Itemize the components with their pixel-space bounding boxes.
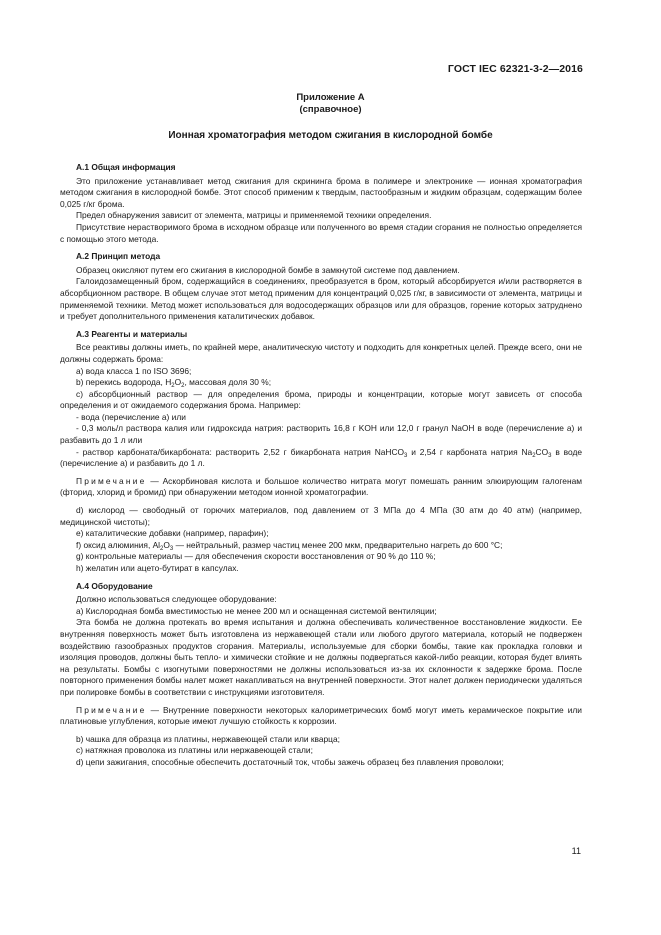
list-item: b) чашка для образца из платины, нержавеющей стали или кварца;	[76, 733, 340, 744]
paragraph: Эта бомба не должна протекать во время испытания и должна обеспечивать количественное восстановление жидкости. Ее внутренняя поверхность может быть изготовлена из нержавеющей стали или любого другого материала, который не подвержен воздействию газообразных продуктов сгорания. Материалы, используемые для сборки бомбы, такие как прокладка головки и изоляция проводов, должны быть тепло- и химически стойкие и не должны подвергаться какой-либо реакции, которая будет влиять на результаты. Бомбы с изогнутыми поверхностями не должны использоваться из-за их склонности к задержке брома. После повторного применения бомбы налет может накапливаться на внутренней поверхности. Этот налет должен периодически удаляться при полировке бомбы в соответствии с инструкциями изготовителя.	[60, 617, 582, 697]
page-number: 11	[571, 846, 581, 856]
paragraph: Это приложение устанавливает метод сжигания для скрининга брома в полимере и электронике — ионная хроматография методом сжигания в кислородной бомбе. Этот способ применим к твердым, пастообразным и жидким образцам, содержащим более 0,025 г/кг брома.	[60, 175, 582, 209]
document-title: Ионная хроматография методом сжигания в кислородной бомбе	[168, 130, 493, 141]
sub-list-item: - раствор карбоната/бикарбоната: растворить 2,52 г бикарбоната натрия NaHCO$_3$ и 2,54 г карбоната натрия $Na_2CO_3$ в воде (перечисление а) и разбавить до 1 л.	[60, 446, 582, 469]
document-body	[60, 162, 582, 769]
list-item: b) перекись водорода, $H_2O_2$, массовая доля 30 %;	[76, 377, 272, 390]
section-heading-a4: А.4 Оборудование	[76, 580, 153, 591]
list-item: f) оксид алюминия, $Al_2O_3$ — нейтральный, размер частиц менее 200 мкм, предварительно нагреть до 600 °С;	[76, 539, 503, 552]
appendix-heading	[0, 92, 661, 116]
list-item: d) кислород — свободный от горючих материалов, под давлением от 3 МПа до 4 МПа (30 атм до 40 атм) (например, медицинской чистоты);	[60, 505, 582, 527]
list-item: a) Кислородная бомба вместимостью не менее 200 мл и оснащенная системой вентиляции;	[76, 605, 437, 616]
paragraph: Должно использоваться следующее оборудование:	[76, 594, 277, 605]
sub-list-item: - 0,3 моль/л раствора калия или гидроксида натрия: растворить 16,8 г KOH или 12,0 г гранул NaOH в воде (перечисление а) и разбавить до 1 л или	[60, 423, 582, 446]
note-label: Примечание	[76, 475, 147, 486]
section-heading-a2: А.2 Принцип метода	[76, 251, 161, 262]
list-item: e) каталитические добавки (например, парафин);	[76, 528, 269, 539]
paragraph: Образец окисляют путем его сжигания в кислородной бомбе в замкнутой системе под давлением.	[76, 264, 460, 275]
appendix-title: Приложение А	[296, 92, 365, 103]
list-item: d) цепи зажигания, способные обеспечить достаточный ток, чтобы зажечь образец без плавления проволоки;	[76, 756, 504, 767]
section-heading-a1: А.1 Общая информация	[76, 162, 176, 172]
section-heading-a3: А.3 Реагенты и материалы	[76, 328, 188, 339]
appendix-subtitle: (справочное)	[299, 104, 362, 115]
list-item: h) желатин или ацето-бутират в капсулах.	[76, 563, 239, 573]
sub-list-item: - вода (перечисление а) или	[76, 411, 186, 422]
paragraph: Предел обнаружения зависит от элемента, матрицы и применяемой техники определения.	[76, 210, 432, 221]
list-item: g) контрольные материалы — для обеспечения скорости восстановления от 90 % до 110 %;	[76, 551, 436, 562]
paragraph: Присутствие нерастворимого брома в исходном образце или полученного во время стадии сгорания не полностью определяется с помощью этого метода.	[60, 221, 582, 244]
list-item: a) вода класса 1 по ISO 3696;	[76, 365, 192, 376]
note-label: Примечание	[76, 704, 147, 715]
paragraph: Все реактивы должны иметь, по крайней мере, аналитическую чистоту и подходить для конкретных целей. Прежде всего, они не должны содержать брома:	[60, 342, 582, 364]
note: Примечание — Внутренние поверхности некоторых калориметрических бомб могут иметь керамическое покрытие или платиновые углубления, которые имеют лучшую стойкость к коррозии.	[60, 704, 582, 727]
standard-code-header: ГОСТ IEC 62321-3-2—2016	[447, 63, 583, 75]
paragraph: Галоидозамещенный бром, содержащийся в соединениях, преобразуется в бром, который абсорбируется и/или растворяется в абсорбционном растворе. В общем случае этот метод применим для концентраций 0,025 г/кг, в зависимости от элемента, матрицы и применяемой техники. Метод может использоваться для водосодержащих образцов или для образцов, горение которых затруднено и требует дополнительного применения каталитических добавок.	[60, 276, 582, 322]
note: Примечание — Аскорбиновая кислота и большое количество нитрата могут помешать ранним элюирующим галогенам (фторид, хлорид и бромид) при обнаружении методом ионной хроматографии.	[60, 475, 582, 498]
list-item: c) натяжная проволока из платины или нержавеющей стали;	[76, 745, 313, 756]
list-item: c) абсорбционный раствор — для определения брома, природы и концентрации, которые могут зависеть от способа определения и от ожидаемого содержания брома. Например:	[60, 388, 582, 411]
